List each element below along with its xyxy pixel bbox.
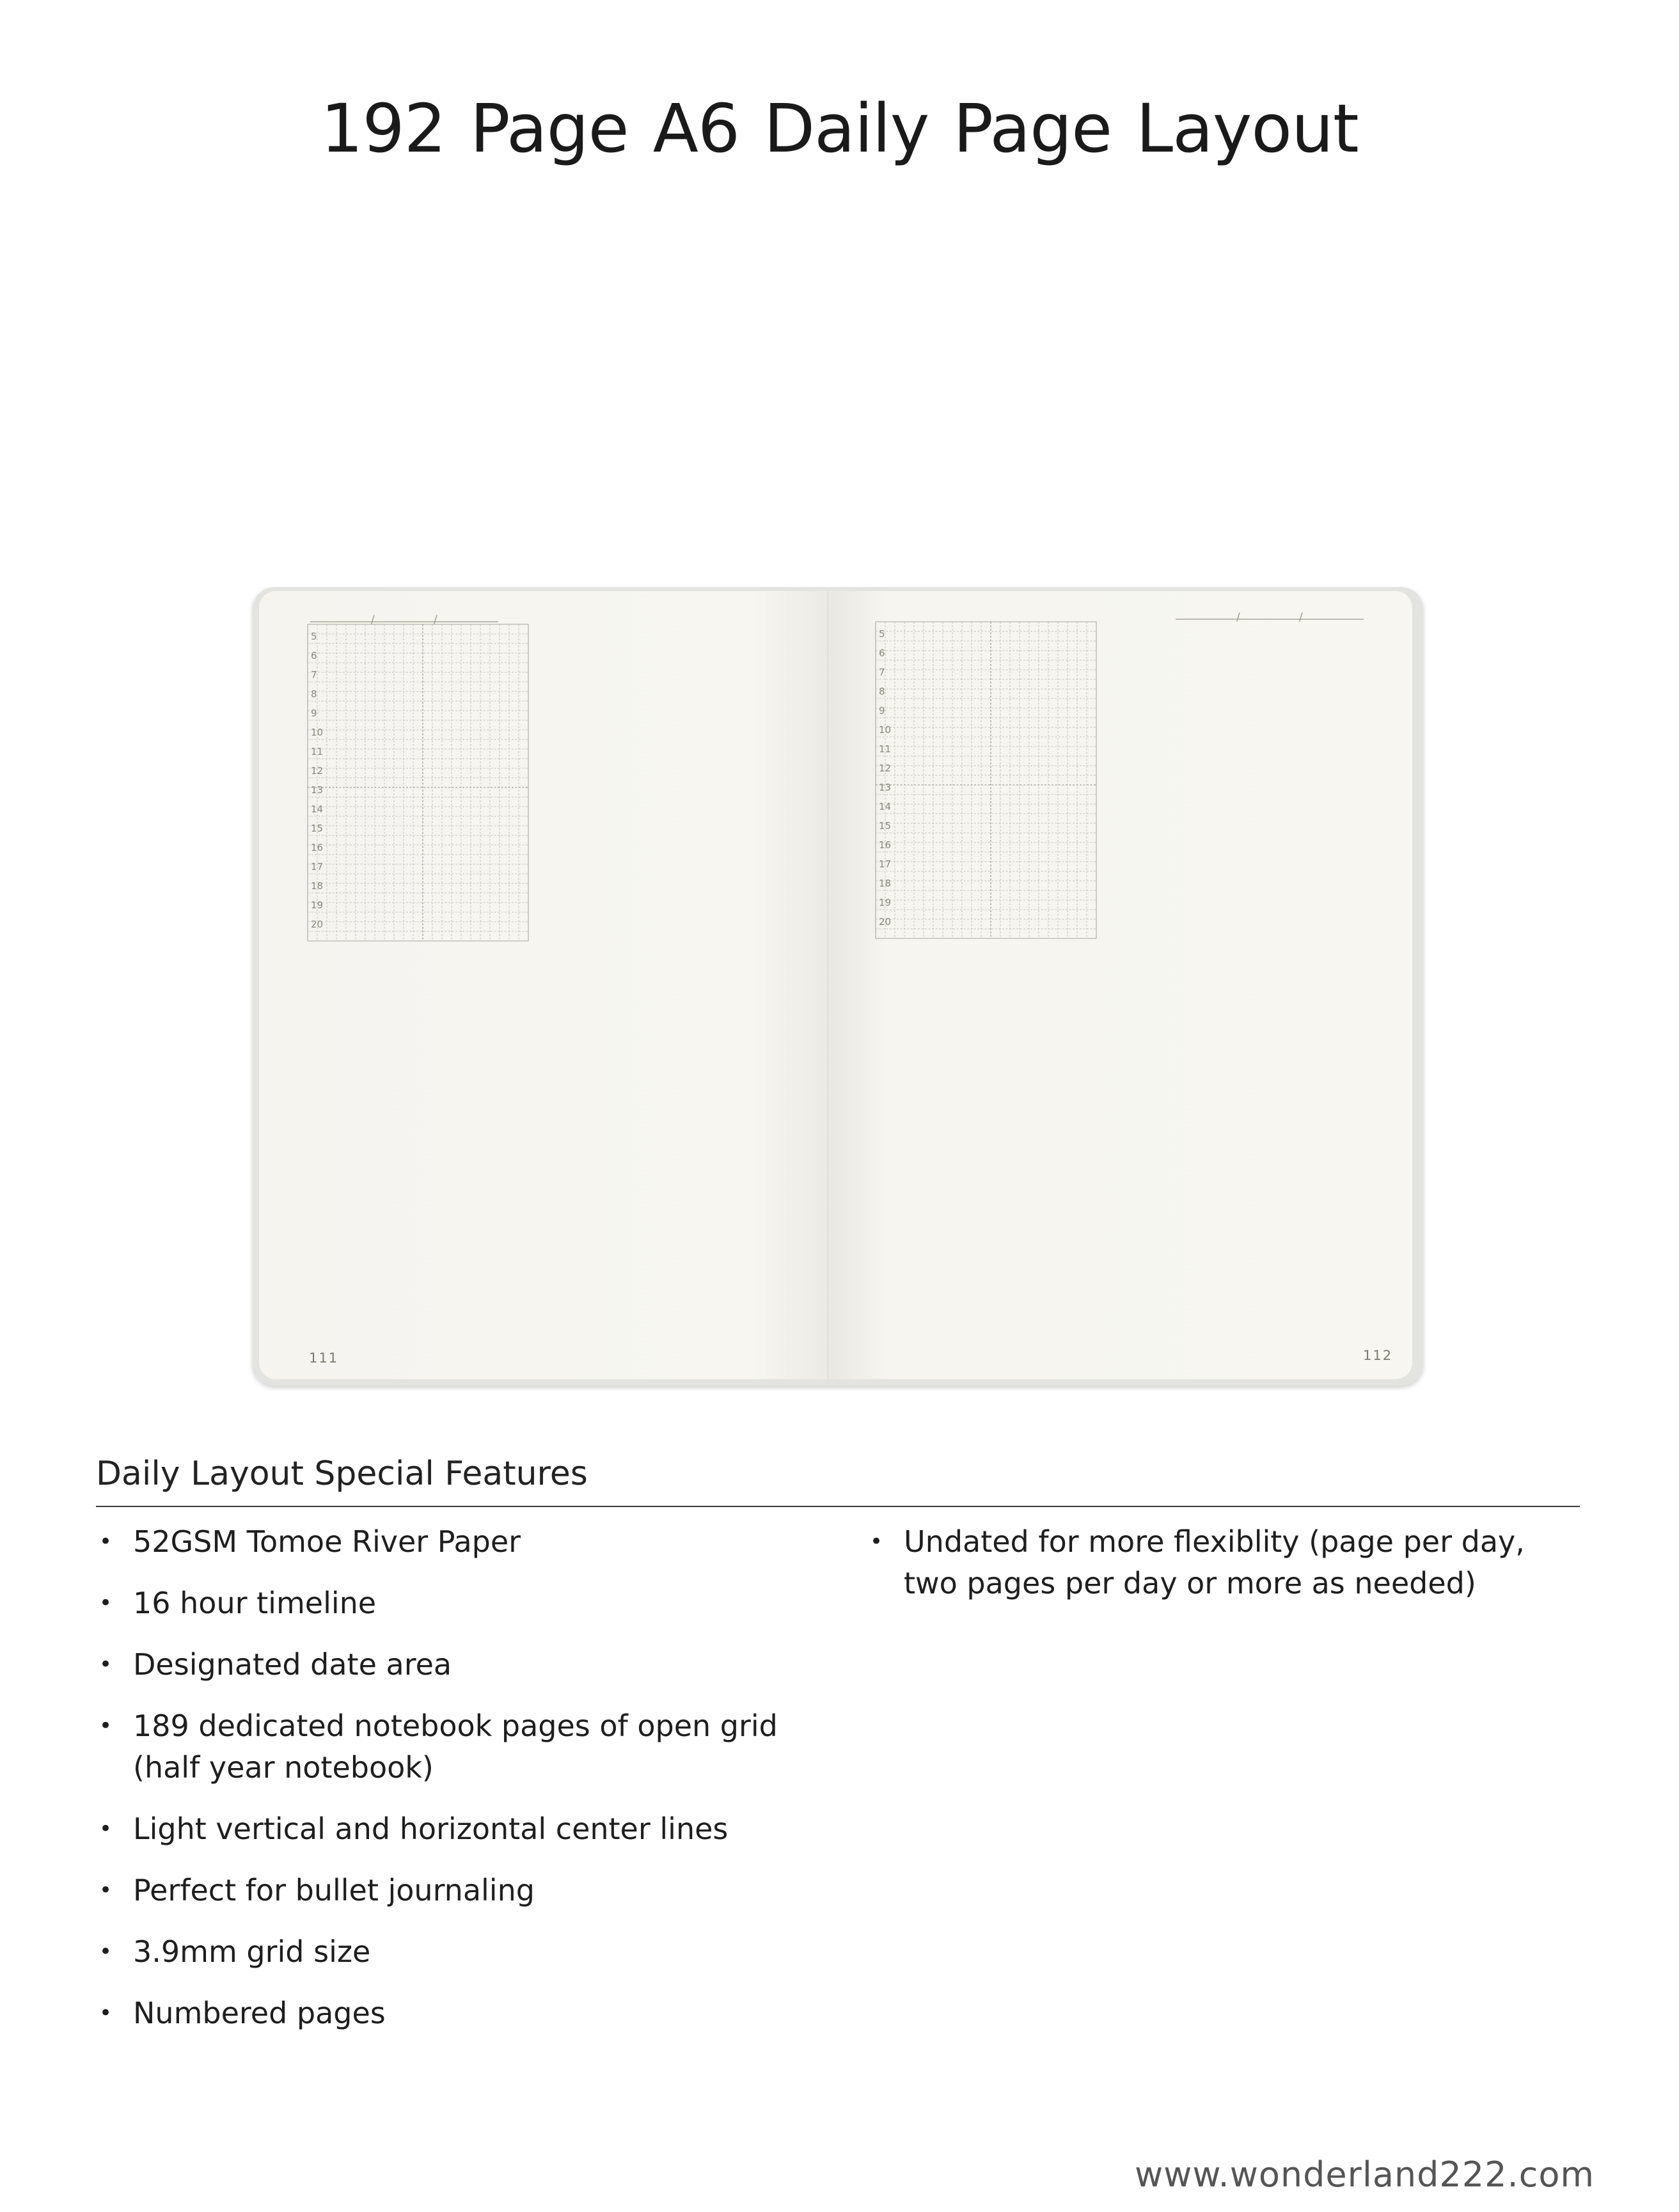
features-heading: Daily Layout Special Features xyxy=(96,1455,588,1493)
hour-label: 6 xyxy=(879,647,885,659)
hour-label: 17 xyxy=(879,858,892,870)
hour-label: 7 xyxy=(311,669,317,681)
hour-label: 13 xyxy=(879,782,892,793)
hour-label: 15 xyxy=(311,823,324,834)
feature-item: • Light vertical and horizontal center lines xyxy=(96,1808,812,1850)
features-divider xyxy=(96,1506,1580,1507)
website-url: www.wonderland222.com xyxy=(1135,2154,1595,2195)
feature-item: • Undated for more flexiblity (page per day, two pages per day or more as needed) xyxy=(867,1521,1583,1604)
hour-label: 11 xyxy=(311,746,324,757)
hour-label: 13 xyxy=(311,784,324,796)
hour-label: 9 xyxy=(311,707,317,719)
date-separator: / xyxy=(371,613,375,626)
left-page-grid xyxy=(259,591,830,1379)
features-list-column-1 xyxy=(96,1521,812,2054)
page-title: 192 Page A6 Daily Page Layout xyxy=(320,90,1359,168)
features-list-column-2 xyxy=(867,1521,1583,1604)
hour-label: 18 xyxy=(311,880,324,892)
notebook-spread xyxy=(253,587,1423,1386)
hour-label: 12 xyxy=(879,762,892,774)
right-page-number: 112 xyxy=(1363,1348,1393,1363)
hour-label: 5 xyxy=(311,631,317,642)
feature-item: • 52GSM Tomoe River Paper xyxy=(96,1521,812,1563)
hour-label: 6 xyxy=(311,650,317,661)
right-page xyxy=(830,591,1412,1379)
hour-label: 16 xyxy=(311,842,324,853)
hour-label: 19 xyxy=(879,897,892,908)
hour-label: 8 xyxy=(879,686,885,697)
hour-label: 20 xyxy=(879,916,892,928)
feature-item: • 3.9mm grid size xyxy=(96,1931,812,1973)
hour-label: 14 xyxy=(311,803,324,815)
feature-item: • 16 hour timeline xyxy=(96,1583,812,1624)
hour-label: 8 xyxy=(311,688,317,700)
date-separator: / xyxy=(434,613,437,626)
feature-item: • 189 dedicated notebook pages of open grid (half year notebook) xyxy=(96,1705,812,1789)
hour-label: 15 xyxy=(879,820,892,832)
hour-label: 20 xyxy=(311,919,324,930)
hour-label: 18 xyxy=(879,878,892,889)
hour-label: 19 xyxy=(311,899,324,911)
date-separator: / xyxy=(1299,611,1303,624)
feature-item: • Perfect for bullet journaling xyxy=(96,1870,812,1911)
right-page-grid xyxy=(830,591,1412,1379)
hour-label: 9 xyxy=(879,705,885,716)
hour-label: 14 xyxy=(879,801,892,812)
hour-label: 10 xyxy=(879,724,892,736)
feature-item: • Designated date area xyxy=(96,1644,812,1686)
left-page-number: 111 xyxy=(309,1350,339,1366)
hour-label: 5 xyxy=(879,628,885,640)
hour-label: 11 xyxy=(879,743,892,755)
hour-label: 7 xyxy=(879,667,885,678)
date-separator: / xyxy=(1236,611,1240,624)
left-page xyxy=(259,591,830,1379)
hour-label: 16 xyxy=(879,839,892,851)
hour-label: 17 xyxy=(311,861,324,873)
feature-item: • Numbered pages xyxy=(96,1993,812,2034)
hour-label: 10 xyxy=(311,727,324,738)
hour-label: 12 xyxy=(311,765,324,777)
